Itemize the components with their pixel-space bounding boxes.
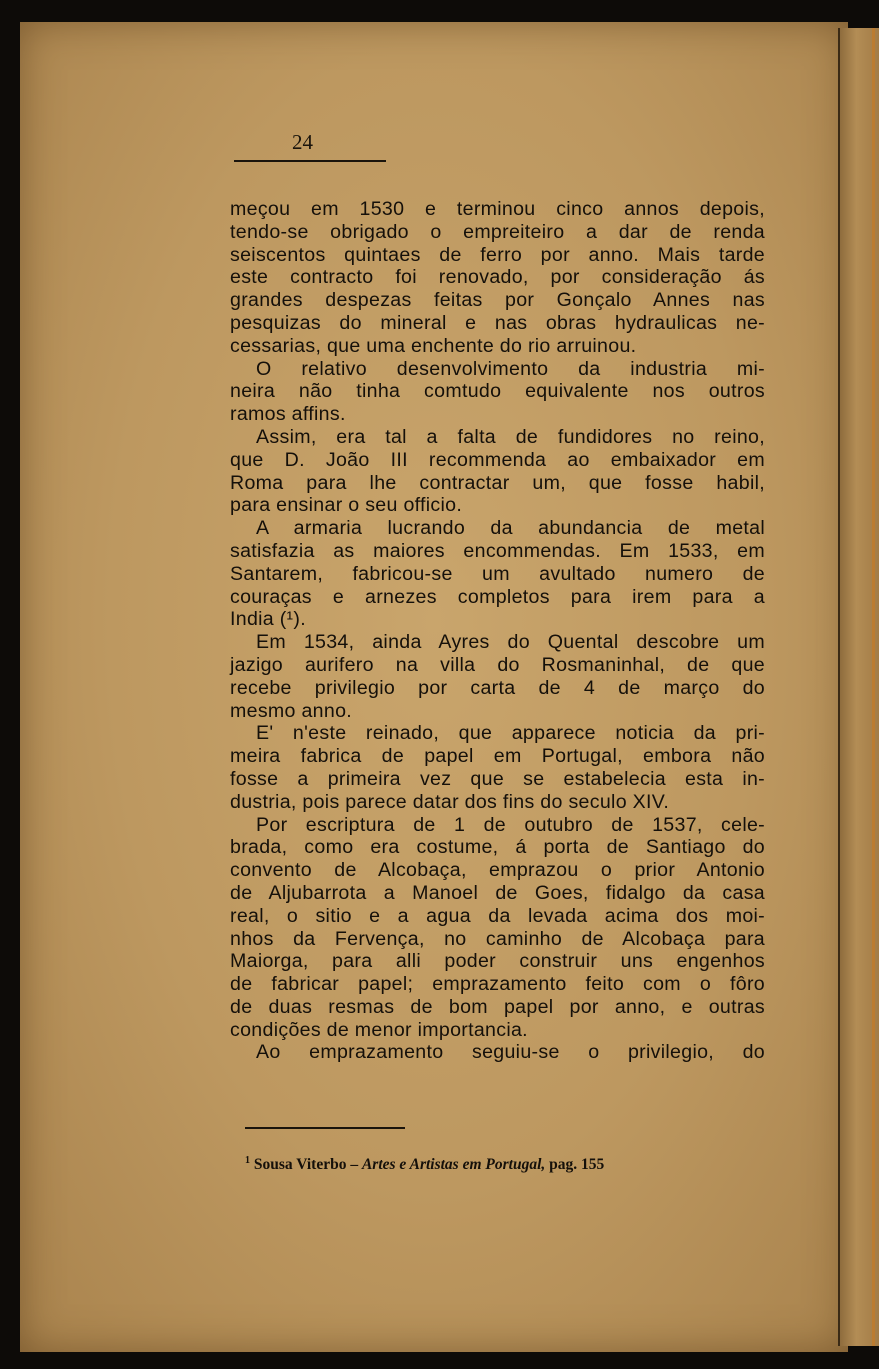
text-line: Roma para lhe contractar um, que fosse habil, xyxy=(230,471,765,494)
footnote-marker: 1 xyxy=(245,1155,250,1166)
text-line: satisfazia as maiores encommendas. Em 1533, em xyxy=(230,539,765,562)
text-line: neira não tinha comtudo equivalente nos outros xyxy=(230,380,765,403)
text-line: O relativo desenvolvimento da industria mi- xyxy=(256,357,765,380)
text-line: Em 1534, ainda Ayres do Quental descobre um xyxy=(256,631,765,654)
footnote-author: Sousa Viterbo – xyxy=(253,1156,359,1174)
text-line: couraças e arnezes completos para irem para a xyxy=(230,585,765,608)
text-line: meçou em 1530 e terminou cinco annos depois, xyxy=(230,198,765,220)
text-line: Maiorga, para alli poder construir uns engenhos xyxy=(230,950,765,973)
footnote-rule xyxy=(245,1127,405,1129)
text-line: real, o sitio e a agua da levada acima dos moi- xyxy=(230,904,765,927)
footnote-ref: pag. 155 xyxy=(549,1156,605,1174)
text-line: Assim, era tal a falta de fundidores no reino, xyxy=(256,425,765,448)
text-line: seiscentos quintaes de ferro por anno. Mais tarde xyxy=(230,243,765,266)
text-line: cessarias, que uma enchente do rio arruinou. xyxy=(230,334,637,357)
body-text xyxy=(230,198,765,1064)
text-line: de fabricar papel; emprazamento feito com o fôro xyxy=(230,973,765,996)
text-line: A armaria lucrando da abundancia de metal xyxy=(256,517,765,540)
text-line: mesmo anno. xyxy=(230,699,353,722)
text-line: Ao emprazamento seguiu-se o privilegio, do xyxy=(256,1041,765,1064)
text-line: brada, como era costume, á porta de Santiago do xyxy=(230,836,765,859)
text-line: nhos da Fervença, no caminho de Alcobaça para xyxy=(230,927,765,950)
text-line: de duas resmas de bom papel por anno, e outras xyxy=(230,995,765,1018)
text-line: condições de menor importancia. xyxy=(230,1018,528,1041)
text-line: grandes despezas feitas por Gonçalo Annes nas xyxy=(230,289,765,312)
text-line: para ensinar o seu officio. xyxy=(230,494,463,517)
footnote-title: Artes e Artistas em Portugal, xyxy=(361,1156,546,1174)
page-edge xyxy=(838,28,879,1346)
text-line: E' n'este reinado, que apparece noticia da pri- xyxy=(256,722,765,745)
text-line: India (¹). xyxy=(230,608,306,631)
footnote xyxy=(245,1155,765,1174)
text-line: pesquizas do mineral e nas obras hydraulicas ne- xyxy=(230,311,765,334)
text-line: meira fabrica de papel em Portugal, embora não xyxy=(230,745,765,768)
text-line: tendo-se obrigado o empreiteiro a dar de renda xyxy=(230,220,765,243)
text-line: fosse a primeira vez que se estabelecia esta in- xyxy=(230,767,765,790)
text-line: convento de Alcobaça, emprazou o prior Antonio xyxy=(230,859,765,882)
text-line: ramos affins. xyxy=(230,403,346,426)
text-line: que D. João III recommenda ao embaixador em xyxy=(230,448,765,471)
header-rule xyxy=(234,160,386,162)
text-line: jazigo aurifero na villa do Rosmaninhal, de que xyxy=(230,653,765,676)
text-line: de Aljubarrota a Manoel de Goes, fidalgo da casa xyxy=(230,881,765,904)
page-number: 24 xyxy=(292,130,313,154)
text-line: Santarem, fabricou-se um avultado numero de xyxy=(230,562,765,585)
text-line: dustria, pois parece datar dos fins do seculo XIV. xyxy=(230,790,670,813)
text-line: Por escriptura de 1 de outubro de 1537, cele- xyxy=(256,813,765,836)
text-line: recebe privilegio por carta de 4 de março do xyxy=(230,676,765,699)
text-line: este contracto foi renovado, por consideração ás xyxy=(230,266,765,289)
